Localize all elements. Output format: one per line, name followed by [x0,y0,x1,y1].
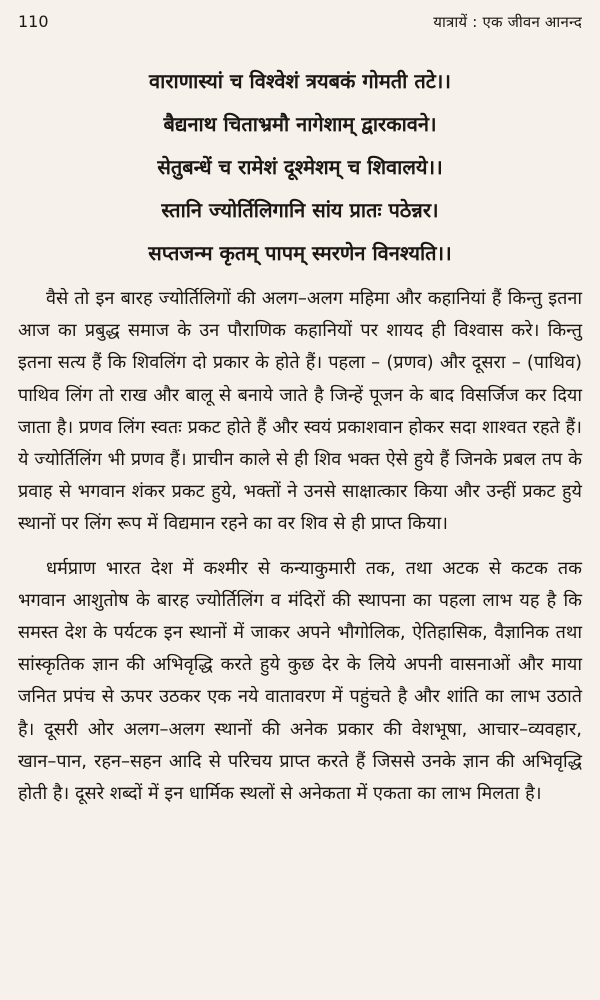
page-number: 110 [18,12,49,31]
running-title: यात्रायें : एक जीवन आनन्द [433,13,582,31]
body-paragraph: धर्मप्राण भारत देश में कश्मीर से कन्याकुमारी तक, तथा अटक से कटक तक भगवान आशुतोष के बारह ज्योर्तिलिंग व मंदिरों की स्थापना का पहला लाभ यह है कि समस्त देश के पर्यटक इन स्थानों में जाकर अपने भौगोलिक, ऐतिहासिक, वैज्ञानिक तथा सांस्कृतिक ज्ञान की अभिवृद्धि करते हुये कुछ देर के लिये अपनी वासनाओं और माया जनित प्रपंच से ऊपर उठकर एक नये वातावरण में पहुंचते है और शांति का लाभ उठाते है। दूसरी ओर अलग–अलग स्थानों की अनेक प्रकार की वेशभूषा, आचार–व्यवहार, खान–पान, रहन–सहन आदि से परिचय प्राप्त करते हैं जिससे उनके ज्ञान की अभिवृद्धि होती है। दूसरे शब्दों में इन धार्मिक स्थलों से अनेकता में एकता का लाभ मिलता है। [18,557,582,805]
verse-line: सेतुबन्धें च रामेशं दूश्मेशम् च शिवालये।। [157,155,443,179]
verse-line: सप्तजन्म कृतम् पापम् स्मरणेन विनश्यति।। [148,241,452,265]
verse-line: बैद्यनाथ चिताभ्रमौ नागेशाम् द्वारकावने। [163,112,437,136]
sanskrit-verse [18,60,582,275]
verse-line: वाराणास्यां च विश्वेशं त्रयबकं गोमती तटे।। [149,69,451,93]
body-paragraph: वैसे तो इन बारह ज्योर्तिलिगों की अलग–अलग महिमा और कहानियां हैं किन्तु इतना आज का प्रबुद्ध समाज के उन पौराणिक कहानियों पर शायद ही विश्वास करे। किन्तु इतना सत्य हैं कि शिवलिंग दो प्रकार के होते हैं। पहला – (प्रणव) और दूसरा – (पाथिव) पाथिव लिंग तो राख और बालू से बनाये जाते है जिन्हें पूजन के बाद विसर्जिज कर दिया जाता है। प्रणव लिंग स्वतः प्रकट होते हैं और स्वयं प्रकाशवान होकर सदा शाश्वत रहते हैं। ये ज्योर्तिलिंग भी प्रणव हैं। प्राचीन काले से ही शिव भक्त ऐसे हुये हैं जिनके प्रबल तप के प्रवाह से भगवान शंकर प्रकट हुये, भक्तों ने उनसे साक्षात्कार किया और उन्हीं प्रकट हुये स्थानों पर लिंग रूप में विद्यमान रहने का वर शिव से ही प्राप्त किया। [18,288,582,535]
page-header [18,12,582,42]
verse-line: स्तानि ज्योर्तिलिगानि सांय प्रातः पठेन्नर। [161,198,439,222]
